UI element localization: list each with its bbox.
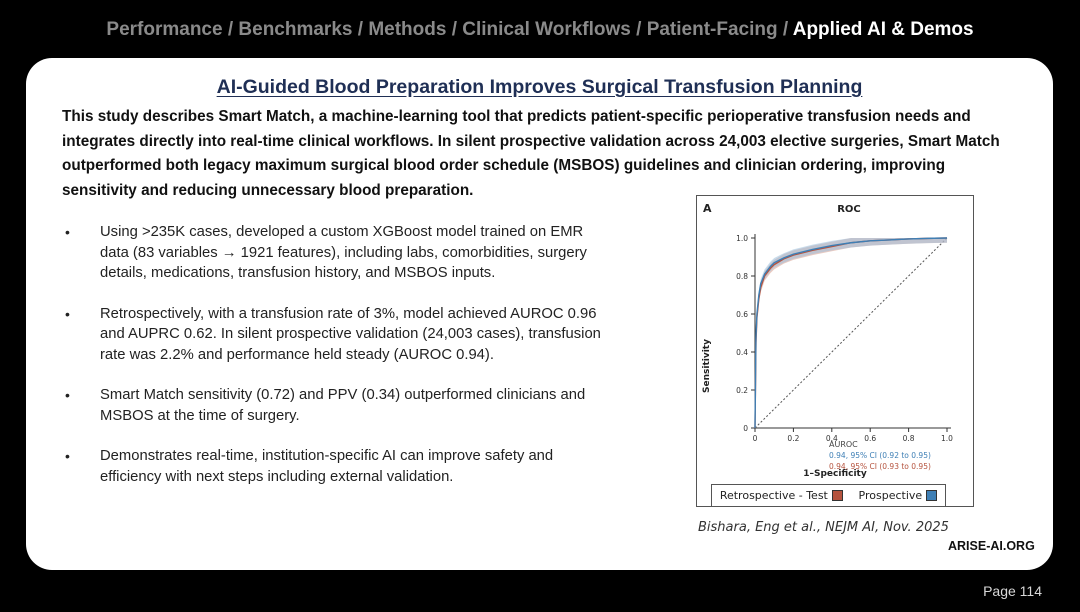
slide-card <box>26 58 1053 570</box>
y-tick-label: 0.8 <box>736 272 748 281</box>
plot-area <box>755 238 947 428</box>
bullet-glyph: • <box>65 305 70 322</box>
x-tick-label: 0.2 <box>787 434 800 443</box>
y-tick-label: 0 <box>743 424 748 433</box>
chart-legend <box>711 484 946 507</box>
y-tick-label: 0.6 <box>736 310 748 319</box>
x-tick-label: 0.8 <box>902 434 915 443</box>
bullet-glyph: • <box>65 387 70 403</box>
bullet-text: Smart Match sensitivity (0.72) and PPV (0.34) outperformed clinicians and MSBOS at the time of surgery. <box>100 387 586 424</box>
x-tick-label: 0 <box>752 434 758 443</box>
breadcrumb-item-benchmarks[interactable]: Benchmarks <box>238 19 353 40</box>
x-tick-label: 1.0 <box>941 434 953 443</box>
breadcrumb-separator: / <box>777 19 793 40</box>
legend-item-retrospective <box>720 489 843 502</box>
legend-label: Prospective <box>858 489 923 502</box>
legend-swatch-red <box>832 490 843 501</box>
list-item <box>62 222 602 284</box>
bullet-list <box>62 222 602 507</box>
breadcrumb-item-patient-facing[interactable]: Patient-Facing <box>646 19 778 40</box>
x-tick-label: 0.4 <box>825 434 838 443</box>
breadcrumb-item-active[interactable]: Applied AI & Demos <box>792 19 974 40</box>
breadcrumb <box>0 19 1080 41</box>
bullet-glyph: • <box>65 224 70 240</box>
auroc-heading: AUROC <box>829 440 858 449</box>
y-axis-label: Sensitivity <box>702 339 712 393</box>
x-tick-label: 0.6 <box>864 434 877 443</box>
breadcrumb-separator: / <box>446 19 463 40</box>
auroc-retrospective: 0.94, 95% CI (0.93 to 0.95) <box>829 462 931 471</box>
brand-mark[interactable]: ARISE-AI.ORG <box>948 539 1035 553</box>
auroc-prospective: 0.94, 95% CI (0.92 to 0.95) <box>829 451 931 460</box>
breadcrumb-item-methods[interactable]: Methods <box>368 19 447 40</box>
breadcrumb-item-performance[interactable]: Performance <box>106 19 223 40</box>
x-axis-label: 1–Specificity <box>803 469 867 479</box>
slide-intro: This study describes Smart Match, a machine-learning tool that predicts patient-specific perioperative transfusion needs and integrates directly into real-time clinical workflows. In silent prospective validation across 24,003 elective surgeries, Smart Match outperformed both legacy maximum surgical blood order schedule (MSBOS) guidelines and clinician ordering, improving sensitivity and reducing unnecessary blood preparation. <box>62 108 1000 199</box>
reference-diagonal <box>755 238 947 428</box>
breadcrumb-separator: / <box>352 19 369 40</box>
list-item <box>62 446 602 487</box>
bullet-text: Using >235K cases, developed a custom XGBoost model trained on EMR data (83 variables → 1921 features), including labs, comorbidities, surgery details, medications, transfusion history, and MSBOS inputs. <box>100 224 587 281</box>
bullet-text: Retrospectively, with a transfusion rate of 3%, model achieved AUROC 0.96 and AUPRC 0.62. In silent prospective validation (24,003 cases), transfusion rate was 2.2% and performance held steady (AUROC 0.94). <box>100 305 601 363</box>
list-item <box>62 304 602 366</box>
y-tick-label: 0.4 <box>736 348 748 357</box>
citation: Bishara, Eng et al., NEJM AI, Nov. 2025 <box>698 520 949 535</box>
list-item <box>62 385 602 426</box>
y-tick-label: 1.0 <box>736 234 748 243</box>
bullet-text: Demonstrates real-time, institution-specific AI can improve safety and efficiency with next steps including external validation. <box>100 448 554 485</box>
roc-chart <box>697 196 973 506</box>
breadcrumb-separator: / <box>222 19 239 40</box>
legend-item-prospective <box>859 489 938 502</box>
legend-swatch-blue <box>926 490 937 501</box>
slide-title: AI-Guided Blood Preparation Improves Surgical Transfusion Planning <box>216 76 863 98</box>
legend-label: Retrospective - Test <box>719 489 828 502</box>
roc-figure <box>696 195 974 507</box>
page-number: Page 114 <box>983 583 1042 599</box>
panel-label: A <box>703 202 712 215</box>
chart-title: ROC <box>837 204 861 215</box>
breadcrumb-separator: / <box>630 19 647 40</box>
breadcrumb-item-clinical-workflows[interactable]: Clinical Workflows <box>462 19 631 40</box>
y-tick-label: 0.2 <box>736 386 748 395</box>
bullet-glyph: • <box>65 448 70 464</box>
